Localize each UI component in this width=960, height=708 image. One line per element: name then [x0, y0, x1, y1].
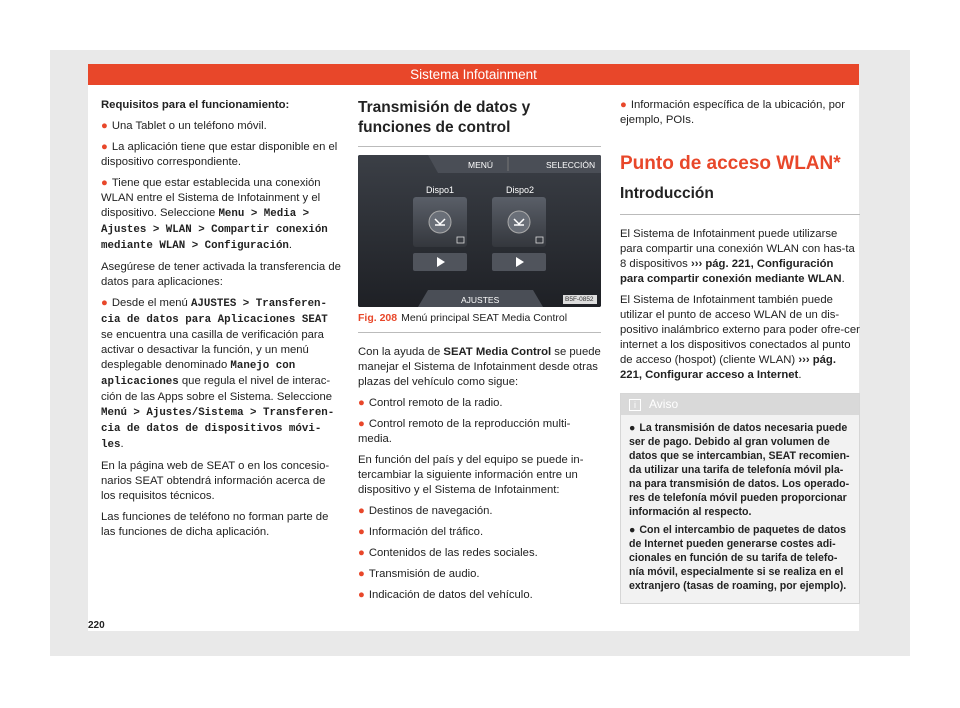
figure-caption: Fig. 208 Menú principal SEAT Media Control	[358, 311, 601, 333]
notice-header: i Aviso	[621, 394, 859, 415]
paragraph: En la página web de SEAT o en los concesio-narios SEAT obtendrá información acerca de los requisitos técnicos.	[101, 460, 330, 502]
left-column	[101, 98, 341, 546]
menu-tab[interactable]: MENÚ	[468, 160, 494, 170]
info-icon: i	[629, 399, 641, 411]
bullet-icon: ●	[620, 99, 627, 111]
paragraph: En función del país y del equipo se puede in-tercambiar la siguiente información entre un dispositivo y el Sistema de Infotainment:	[358, 454, 584, 496]
right-column	[620, 98, 860, 604]
list-item: ● Información del tráfico.	[358, 526, 484, 538]
list-item: ● La transmisión de datos necesaria puede ser de pago. Debido al gran volumen de datos que se intercambian, SEAT recomien-da utilizar una tarifa de telefonía móvil pla-na para transmisión de datos. Los operado-res de telefonía móvil pueden proporcionar información al respecto.	[629, 422, 850, 518]
settings-tab[interactable]: AJUSTES	[461, 295, 500, 305]
figure-screenshot	[358, 155, 601, 307]
page-reference-link[interactable]: ››› pág. 221, Configurar acceso a Internet	[620, 354, 836, 381]
paragraph: Asegúrese de tener activada la transferencia de datos para aplicaciones:	[101, 261, 341, 288]
page-number: 220	[88, 620, 105, 631]
list-item: ● Información específica de la ubicación, por ejemplo, POIs.	[620, 99, 845, 126]
requirements-title: Requisitos para el funcionamiento:	[101, 99, 290, 111]
list-item: ● Desde el menú AJUSTES > Transferen-cia de datos para Aplicaciones SEAT se encuentra una casilla de verificación para activar o desactivar la función, y un menú desplegable denominado Manejo con aplicaciones que regula el nivel de interac-ción de las Apps sobre el Sistema. Seleccione Menú > Ajustes/Sistema > Transferen-cia de datos de dispositivos móvi-les.	[101, 297, 335, 451]
bullet-icon: ●	[358, 589, 365, 601]
menu-path: Manejo con aplicaciones	[101, 360, 296, 388]
notice-body	[621, 415, 859, 603]
section-header: Sistema Infotainment	[88, 64, 859, 85]
list-item: ● Control remoto de la radio.	[358, 397, 503, 409]
list-item: ● Una Tablet o un teléfono móvil.	[101, 120, 267, 132]
list-item: ● Tiene que estar establecida una conexión WLAN entre el Sistema de Infotainment y el dispositivo. Seleccione Menu > Media > Ajustes > WLAN > Compartir conexión mediante WLAN > Configuración.	[101, 177, 328, 252]
selection-tab[interactable]: SELECCIÓN	[546, 160, 596, 170]
paragraph: El Sistema de Infotainment puede utilizarse para compartir una conexión WLAN con has-ta 8 dispositivos ››› pág. 221, Configuración para compartir conexión mediante WLAN.	[620, 228, 855, 285]
bullet-icon: ●	[358, 418, 365, 430]
list-item: ● Transmisión de audio.	[358, 568, 480, 580]
list-item: ● Con el intercambio de paquetes de datos de Internet pueden generarse costes adi-cionales en función de su tarifa de telefo-nía móvil, especialmente si se realiza en el extranjero (tasas de roaming, por ejemplo).	[629, 524, 847, 592]
menu-path: Menú > Ajustes/Sistema > Transferen-cia de datos de dispositivos móvi-les	[101, 407, 335, 451]
menu-path: AJUSTES > Transferen-cia de datos para Aplicaciones SEAT	[101, 298, 328, 326]
list-item: ● Contenidos de las redes sociales.	[358, 547, 538, 559]
device-2-icon	[508, 211, 530, 233]
device-1-label: Dispo1	[426, 185, 455, 195]
middle-column	[358, 98, 601, 609]
device-1-icon	[429, 211, 451, 233]
bullet-icon: ●	[358, 526, 365, 538]
figure-code: B5F-0852	[565, 296, 594, 303]
infotainment-screen	[358, 155, 601, 307]
list-item: ● Destinos de navegación.	[358, 505, 493, 517]
menu-path: Menu > Media > Ajustes > WLAN > Compartir conexión mediante WLAN > Configuración	[101, 208, 328, 252]
list-item: ● La aplicación tiene que estar disponible en el dispositivo correspondiente.	[101, 141, 338, 168]
subsection-title: Introducción	[620, 184, 860, 215]
section-heading: Transmisión de datos y funciones de control	[358, 98, 601, 147]
page-reference-link[interactable]: ››› pág. 221, Configuración para compartir conexión mediante WLAN	[620, 258, 842, 285]
bullet-icon: ●	[358, 505, 365, 517]
paragraph: Con la ayuda de SEAT Media Control se puede manejar el Sistema de Infotainment desde otras plazas del vehículo como sigue:	[358, 346, 601, 388]
bullet-icon: ●	[358, 547, 365, 559]
bullet-icon: ●	[358, 397, 365, 409]
list-item: ● Indicación de datos del vehículo.	[358, 589, 533, 601]
bullet-icon: ●	[101, 177, 108, 189]
bullet-icon: ●	[101, 297, 108, 309]
list-item: ● Control remoto de la reproducción multi-media.	[358, 418, 571, 445]
bullet-icon: ●	[358, 568, 365, 580]
bullet-icon: ●	[101, 120, 108, 132]
device-2-label: Dispo2	[506, 185, 535, 195]
paragraph: Las funciones de teléfono no forman parte de las funciones de dicha aplicación.	[101, 511, 329, 538]
section-title: Punto de acceso WLAN*	[620, 153, 841, 174]
notice-box	[620, 393, 860, 604]
paragraph: El Sistema de Infotainment también puede utilizar el punto de acceso WLAN de un dis-positivo inalámbrico externo para poder ofre-cer internet a los dispositivos conectados al punto de acceso (hospot) (cliente WLAN) ››› pág. 221, Configurar acceso a Internet.	[620, 294, 860, 381]
bullet-icon: ●	[101, 141, 108, 153]
